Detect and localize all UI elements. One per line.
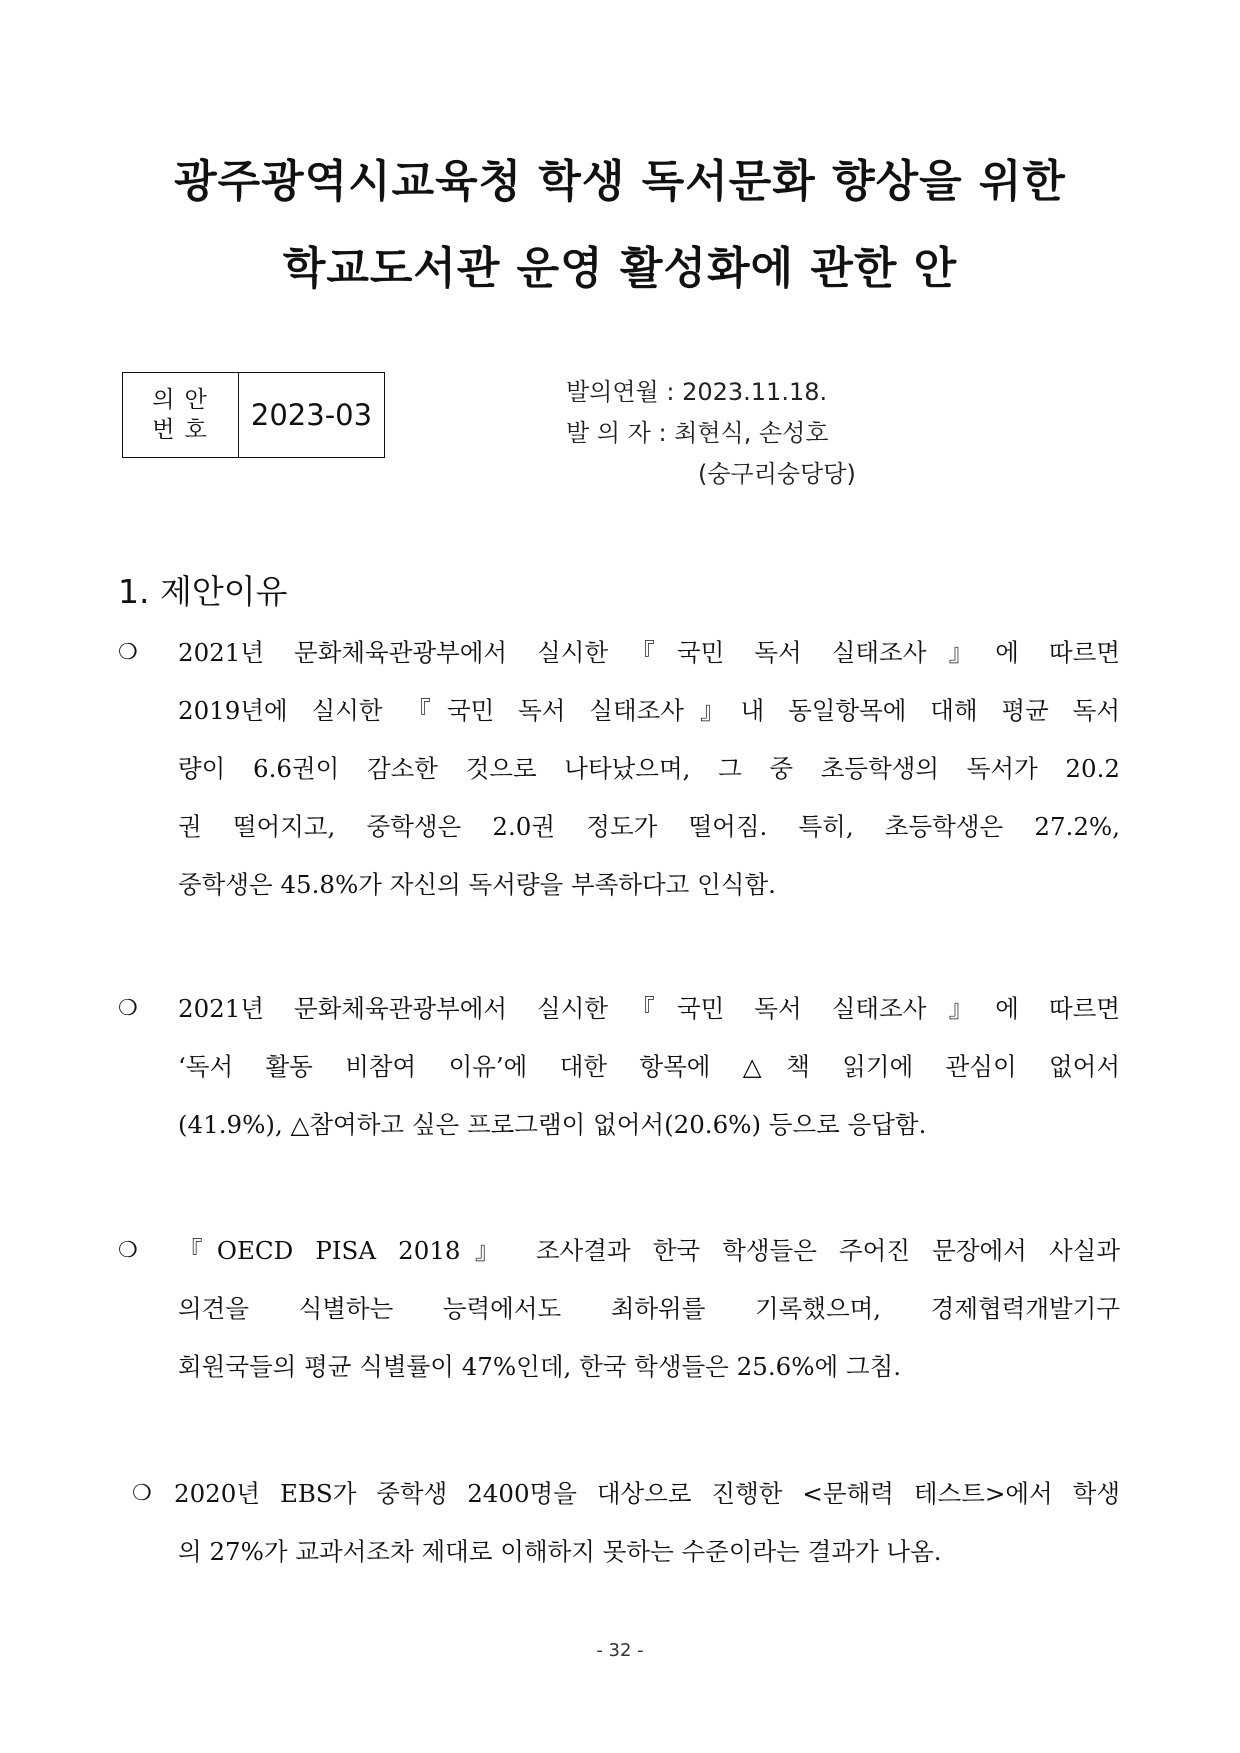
paragraph-line: 권 떨어지고, 중학생은 2.0권 정도가 떨어짐. 특히, 초등학생은 27.2%,	[178, 812, 1120, 841]
bill-number-value: 2023-03	[250, 398, 373, 432]
paragraph-line: 의견을 식별하는 능력에서도 최하위를 기록했으며, 경제협력개발기구	[178, 1294, 1120, 1323]
paragraph-line: 2021년 문화체육관광부에서 실시한『국민 독서 실태조사』에 따르면	[178, 638, 1120, 667]
section-heading: 1. 제안이유	[118, 572, 288, 611]
paragraph-line: 의 27%가 교과서조차 제대로 이해하지 못하는 수준이라는 결과가 나옴.	[178, 1537, 942, 1566]
bill-label-line2: 번호	[152, 417, 217, 443]
proposal-date: 발의연월 : 2023.11.18.	[566, 378, 828, 406]
paragraph-line: 2019년에 실시한 『국민 독서 실태조사』내 동일항목에 대해 평균 독서	[178, 696, 1120, 725]
proposal-meta	[566, 372, 856, 495]
paragraph-line: 중학생은 45.8%가 자신의 독서량을 부족하다고 인식함.	[178, 870, 776, 899]
paragraph-line: ‘독서 활동 비참여 이유’에 대한 항목에 △책 읽기에 관심이 없어서	[178, 1052, 1120, 1081]
document-title-line2: 학교도서관 운영 활성화에 관한 안	[282, 243, 958, 294]
circle-bullet-icon: ❍	[132, 1481, 152, 1506]
paragraph-line: (41.9%), △참여하고 싶은 프로그램이 없어서(20.6%) 등으로 응답함.	[178, 1110, 927, 1139]
paragraph-line: 회원국들의 평균 식별률이 47%인데, 한국 학생들은 25.6%에 그침.	[178, 1352, 902, 1381]
paragraph-line: 2021년 문화체육관광부에서 실시한『국민 독서 실태조사』에 따르면	[178, 994, 1120, 1023]
page-number: - 32 -	[596, 1640, 644, 1661]
document-title-line1: 광주광역시교육청 학생 독서문화 향상을 위한	[174, 156, 1066, 207]
proposers: 발 의 자 : 최현식, 손성호	[566, 419, 829, 447]
circle-bullet-icon: ❍	[118, 996, 138, 1021]
paragraph-line: 량이 6.6권이 감소한 것으로 나타났으며, 그 중 초등학생의 독서가 20.2	[178, 754, 1120, 783]
bill-number-box	[122, 372, 385, 458]
bill-label-line1: 의안	[152, 387, 217, 413]
circle-bullet-icon: ❍	[118, 640, 138, 665]
paragraph-line: 2020년 EBS가 중학생 2400명을 대상으로 진행한 <문해력 테스트>에서 학생	[174, 1479, 1120, 1508]
proposer-party: (숭구리숭당당)	[698, 460, 856, 488]
circle-bullet-icon: ❍	[118, 1238, 138, 1263]
bill-number-label	[123, 373, 239, 457]
paragraph-line: 『OECD PISA 2018』 조사결과 한국 학생들은 주어진 문장에서 사실과	[178, 1236, 1120, 1265]
